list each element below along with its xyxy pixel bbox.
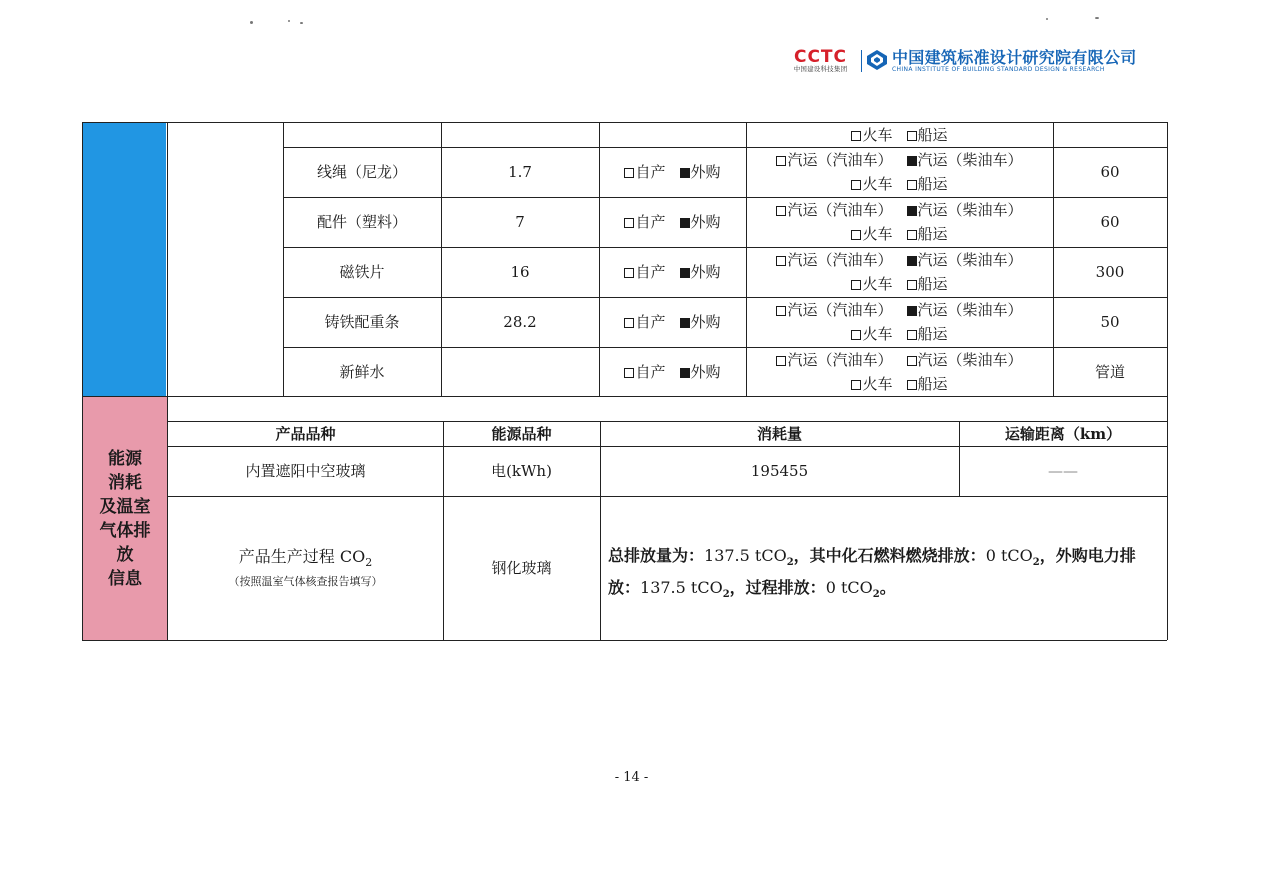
summary-subscript: 2 [1032, 557, 1040, 569]
transport-line-road [776, 198, 1022, 222]
institute-name [892, 49, 1137, 74]
summary-subscript: 2 [786, 557, 794, 569]
material-transport-cell [746, 122, 1053, 147]
material-distance-cell: 50 [1100, 313, 1120, 331]
checked-box-icon[interactable] [907, 306, 917, 316]
unchecked-box-icon[interactable] [776, 256, 786, 266]
cctc-logo [783, 49, 858, 73]
table-horizontal-rule [283, 197, 1167, 198]
unchecked-box-icon[interactable] [907, 230, 917, 240]
source-option[interactable] [624, 212, 665, 232]
source-option[interactable] [624, 312, 665, 332]
process-co2-label [239, 546, 372, 574]
table-vertical-rule [599, 122, 600, 396]
summary-segment: ，过程排放： [729, 578, 826, 598]
material-distance-cell: 60 [1100, 163, 1120, 181]
transport-line-road [776, 148, 1022, 172]
option-label: 汽运（柴油车） [917, 350, 1023, 369]
material-source-cell [599, 122, 746, 147]
table-horizontal-rule [283, 297, 1167, 298]
material-name-cell: 铸铁配重条 [324, 313, 400, 331]
table-horizontal-rule [283, 247, 1167, 248]
side-label-line: 能源 [108, 448, 142, 469]
emission-summary-text [608, 543, 1164, 607]
unchecked-box-icon[interactable] [624, 318, 634, 328]
summary-segment: 。 [879, 578, 896, 598]
option-label: 汽运（汽油车） [787, 151, 893, 169]
source-option[interactable] [680, 212, 721, 232]
option-label: 船运 [917, 125, 948, 144]
material-amount-cell [441, 122, 599, 147]
summary-segment: 0 tCO [825, 578, 873, 598]
transport-option[interactable] [776, 201, 892, 219]
unchecked-box-icon[interactable] [907, 280, 917, 290]
unchecked-box-icon[interactable] [624, 268, 634, 278]
unchecked-box-icon[interactable] [624, 368, 634, 378]
summary-segment: ，其中化石燃料燃烧排放： [793, 546, 986, 565]
transport-option[interactable] [907, 126, 948, 144]
side-label-line: 消耗 [108, 472, 142, 493]
transport-line-rail-ship [851, 322, 947, 346]
option-label: 船运 [917, 175, 948, 193]
materials-side-bar [83, 123, 166, 396]
table-horizontal-rule [82, 640, 1167, 641]
summary-segment: ，外购电力排放： [608, 546, 1136, 598]
unchecked-box-icon[interactable] [624, 218, 634, 228]
option-label: 汽运（汽油车） [787, 201, 893, 219]
option-label: 火车 [862, 374, 893, 393]
table-vertical-rule [443, 421, 444, 640]
institute-emblem-icon [866, 49, 888, 71]
option-label: 外购 [690, 213, 721, 231]
table-horizontal-rule [167, 446, 1167, 447]
transport-option[interactable] [851, 325, 892, 343]
option-label: 火车 [862, 225, 893, 243]
table-vertical-rule [441, 122, 442, 396]
transport-option[interactable] [776, 251, 892, 269]
scan-speck [300, 22, 303, 24]
option-label: 火车 [862, 275, 893, 293]
option-label: 船运 [917, 275, 948, 293]
transport-option[interactable] [907, 275, 948, 293]
scan-speck [288, 20, 290, 22]
option-label: 外购 [690, 313, 721, 331]
unchecked-box-icon[interactable] [776, 306, 786, 316]
table-horizontal-rule [167, 496, 1167, 497]
option-label: 船运 [917, 225, 948, 243]
cctc-logo-subtitle: 中国建设科技集团 [793, 65, 848, 73]
energy-side-label [83, 397, 167, 640]
transport-line-road [776, 248, 1022, 272]
option-label: 自产 [635, 213, 666, 231]
unchecked-box-icon[interactable] [907, 180, 917, 190]
material-source-cell [599, 197, 746, 247]
option-label: 火车 [862, 125, 893, 144]
header-consumption: 消耗量 [756, 424, 802, 443]
transport-line-rail-ship [851, 123, 947, 147]
table-vertical-rule [600, 421, 601, 640]
option-label: 船运 [917, 325, 948, 343]
source-option[interactable] [680, 162, 721, 182]
material-distance-cell: 300 [1095, 263, 1125, 281]
option-label: 自产 [635, 163, 666, 181]
institute-name-cn: 中国建筑标准设计研究院有限公司 [892, 48, 1137, 67]
summary-segment: 137.5 tCO [640, 578, 723, 598]
checked-box-icon[interactable] [680, 168, 690, 178]
source-option[interactable] [624, 262, 665, 282]
process-co2-label-cell [168, 496, 443, 640]
checked-box-icon[interactable] [907, 156, 917, 166]
cctc-logo-text: CCTC [793, 47, 848, 67]
material-name-cell: 磁铁片 [339, 263, 385, 281]
transport-option[interactable] [776, 351, 892, 369]
unchecked-box-icon[interactable] [776, 206, 786, 216]
material-name-cell [283, 122, 441, 147]
option-label: 自产 [635, 362, 666, 381]
summary-subscript: 2 [872, 589, 880, 601]
material-transport-cell [746, 197, 1053, 247]
table-vertical-rule [167, 122, 168, 640]
unchecked-box-icon[interactable] [851, 180, 861, 190]
table-vertical-rule [1053, 122, 1054, 396]
summary-segment: 总排放量为： [608, 546, 705, 565]
material-transport-cell [746, 147, 1053, 197]
checked-box-icon[interactable] [680, 218, 690, 228]
process-co2-label-subscript: 2 [365, 556, 373, 570]
material-source-cell [599, 247, 746, 297]
unchecked-box-icon[interactable] [851, 280, 861, 290]
option-label: 火车 [862, 325, 893, 343]
option-label: 外购 [690, 362, 721, 381]
transport-option[interactable] [907, 225, 948, 243]
material-amount-cell: 28.2 [503, 313, 537, 331]
option-label: 汽运（柴油车） [917, 301, 1023, 319]
material-distance-cell [1053, 122, 1167, 147]
unchecked-box-icon[interactable] [851, 230, 861, 240]
table-vertical-rule [746, 122, 747, 396]
option-label: 外购 [690, 263, 721, 281]
unchecked-box-icon[interactable] [851, 380, 861, 390]
transport-option[interactable] [907, 301, 1023, 319]
side-label-line: 信息 [108, 568, 142, 589]
transport-line-rail-ship [851, 272, 947, 296]
page-number: - 14 - [614, 770, 649, 785]
table-vertical-rule [959, 421, 960, 496]
scan-speck [250, 21, 253, 24]
unchecked-box-icon[interactable] [624, 168, 634, 178]
institute-name-en: CHINA INSTITUTE OF BUILDING STANDARD DESIGN & RESEARCH [892, 66, 1105, 73]
source-option[interactable] [680, 312, 721, 332]
option-label: 船运 [917, 374, 948, 393]
transport-option[interactable] [907, 151, 1023, 169]
option-label: 汽运（柴油车） [917, 151, 1023, 169]
energy-consumption-cell: 195455 [750, 462, 809, 480]
option-label: 汽运（汽油车） [787, 251, 893, 269]
source-option[interactable] [680, 262, 721, 282]
checked-box-icon[interactable] [907, 206, 917, 216]
transport-line-road [776, 348, 1022, 372]
scan-speck [1095, 17, 1099, 19]
table-horizontal-rule [167, 421, 1167, 422]
header-energy-type: 能源品种 [491, 424, 552, 443]
transport-option[interactable] [776, 151, 892, 169]
material-source-cell [599, 147, 746, 197]
material-amount-cell [441, 347, 599, 396]
transport-option[interactable] [851, 275, 892, 293]
material-transport-cell [746, 297, 1053, 347]
material-name-cell: 新鲜水 [339, 362, 385, 381]
material-amount-cell: 16 [510, 263, 530, 281]
header-transport-distance: 运输距离（km） [1004, 424, 1122, 443]
process-co2-note: （按照温室气体核查报告填写） [228, 575, 383, 589]
source-option[interactable] [624, 362, 665, 382]
summary-segment: 0 tCO [985, 546, 1033, 565]
energy-product-cell: 内置遮阳中空玻璃 [245, 462, 366, 480]
transport-line-rail-ship [851, 172, 947, 196]
unchecked-box-icon[interactable] [907, 356, 917, 366]
unchecked-box-icon[interactable] [907, 131, 917, 141]
material-name-cell: 线绳（尼龙） [316, 163, 407, 181]
transport-option[interactable] [776, 301, 892, 319]
transport-option[interactable] [907, 375, 948, 393]
unchecked-box-icon[interactable] [907, 330, 917, 340]
material-distance-cell: 管道 [1094, 362, 1125, 381]
logo-divider [861, 50, 862, 72]
energy-type-cell: 电(kWh) [491, 462, 552, 480]
table-vertical-rule [82, 122, 83, 640]
source-option[interactable] [680, 362, 721, 382]
unchecked-box-icon[interactable] [907, 380, 917, 390]
transport-line-rail-ship [851, 372, 947, 396]
transport-option[interactable] [851, 225, 892, 243]
header-product-type: 产品品种 [275, 424, 336, 443]
table-horizontal-rule [82, 396, 1167, 397]
option-label: 汽运（柴油车） [917, 251, 1023, 269]
material-distance-cell: 60 [1100, 213, 1120, 231]
transport-option[interactable] [851, 375, 892, 393]
unchecked-box-icon[interactable] [776, 356, 786, 366]
transport-option[interactable] [907, 251, 1023, 269]
scan-speck [1046, 18, 1048, 20]
material-amount-cell: 7 [515, 213, 525, 231]
material-transport-cell [746, 347, 1053, 396]
process-product-cell: 钢化玻璃 [491, 559, 552, 577]
transport-option[interactable] [907, 201, 1023, 219]
side-label-line: 气体排 [99, 520, 151, 541]
option-label: 自产 [635, 263, 666, 281]
material-source-cell [599, 347, 746, 396]
option-label: 汽运（汽油车） [787, 301, 893, 319]
summary-subscript: 2 [722, 589, 730, 601]
unchecked-box-icon[interactable] [776, 156, 786, 166]
checked-box-icon[interactable] [680, 268, 690, 278]
side-label-line: 及温室 [99, 496, 151, 517]
option-label: 汽运（汽油车） [787, 350, 893, 369]
option-label: 火车 [862, 175, 893, 193]
transport-line-rail-ship [851, 222, 947, 246]
transport-option[interactable] [907, 175, 948, 193]
table-horizontal-rule [82, 122, 1167, 123]
table-horizontal-rule [283, 347, 1167, 348]
transport-option[interactable] [851, 126, 892, 144]
process-co2-label-text: 产品生产过程 CO [238, 546, 366, 566]
unchecked-box-icon[interactable] [851, 330, 861, 340]
table-vertical-rule [1167, 122, 1168, 640]
checked-box-icon[interactable] [907, 256, 917, 266]
side-label-line: 放 [116, 544, 134, 565]
table-vertical-rule [283, 122, 284, 396]
header-logo [783, 49, 1137, 75]
transport-option[interactable] [907, 351, 1023, 369]
material-name-cell: 配件（塑料） [316, 213, 407, 231]
option-label: 汽运（柴油车） [917, 201, 1023, 219]
summary-segment: 137.5 tCO [704, 546, 787, 565]
option-label: 自产 [635, 313, 666, 331]
unchecked-box-icon[interactable] [851, 131, 861, 141]
energy-distance-cell: —— [1048, 462, 1078, 480]
material-amount-cell: 1.7 [508, 163, 532, 181]
source-option[interactable] [624, 162, 665, 182]
transport-option[interactable] [851, 175, 892, 193]
checked-box-icon[interactable] [680, 318, 690, 328]
material-source-cell [599, 297, 746, 347]
transport-line-road [776, 298, 1022, 322]
option-label: 外购 [690, 163, 721, 181]
material-transport-cell [746, 247, 1053, 297]
checked-box-icon[interactable] [680, 368, 690, 378]
table-horizontal-rule [283, 147, 1167, 148]
transport-option[interactable] [907, 325, 948, 343]
